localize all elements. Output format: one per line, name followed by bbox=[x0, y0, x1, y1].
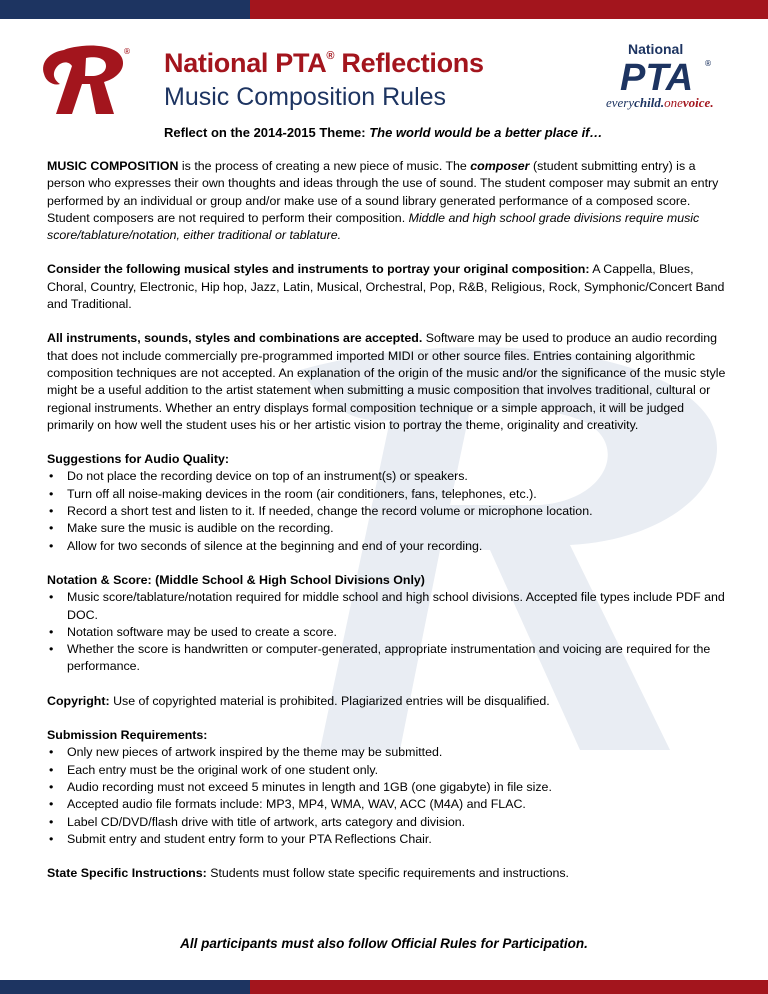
notation-list bbox=[47, 589, 727, 675]
top-navy-bar bbox=[0, 0, 250, 19]
list-item: • Audio recording must not exceed 5 minutes in length and 1GB (one gigabyte) in file size. bbox=[47, 779, 727, 796]
list-item: • Turn off all noise-making devices in the room (air conditioners, fans, telephones, etc.). bbox=[47, 486, 727, 503]
list-item: • Notation software may be used to create a score. bbox=[47, 624, 727, 641]
footer-note: All participants must also follow Official Rules for Participation. bbox=[180, 936, 588, 951]
styles-paragraph: Consider the following musical styles and instruments to portray your original composition: A Cappella, Blues, Choral, Country, Electronic, Hip hop, Jazz, Latin, Musical, Orchestral, Pop, R&B, Religious, Rock, Symphonic/Concert Band and Traditional. bbox=[47, 262, 725, 312]
pta-logo-tagline: everychild.onevoice. bbox=[606, 95, 714, 110]
list-item: • Whether the score is handwritten or computer-generated, appropriate instrumentation and voicing are required for the performance. bbox=[47, 641, 727, 676]
submission-list bbox=[47, 744, 727, 848]
list-item: • Do not place the recording device on top of an instrument(s) or speakers. bbox=[47, 468, 727, 485]
bottom-navy-bar bbox=[0, 980, 250, 994]
intro-paragraph: MUSIC COMPOSITION is the process of creating a new piece of music. The composer (student submitting entry) is a person who expresses their own thoughts and ideas through the use of sound. The student composer may submit an entry performed by an individual or group and/or make use of a sound library generated performance of a composed score. Student composers are not required to perform their composition. Middle and high school grade divisions require music score/tablature/notation, either traditional or tablature. bbox=[47, 159, 719, 243]
pta-logo-pta: PTA bbox=[620, 57, 694, 99]
list-item: • Each entry must be the original work of one student only. bbox=[47, 762, 727, 779]
list-item: • Accepted audio file formats include: MP3, MP4, WMA, WAV, ACC (M4A) and FLAC. bbox=[47, 796, 727, 813]
submission-section bbox=[47, 727, 727, 848]
submission-heading: Submission Requirements: bbox=[47, 728, 208, 743]
audio-list bbox=[47, 468, 727, 554]
list-item: • Submit entry and student entry form to your PTA Reflections Chair. bbox=[47, 831, 727, 848]
audio-heading: Suggestions for Audio Quality: bbox=[47, 452, 229, 467]
pta-logo-reg: ® bbox=[704, 59, 712, 68]
notation-section bbox=[47, 572, 727, 676]
audio-section bbox=[47, 451, 727, 555]
logo-registered-mark: ® bbox=[123, 47, 131, 56]
list-item: • Only new pieces of artwork inspired by the theme may be submitted. bbox=[47, 744, 727, 761]
list-item: • Make sure the music is audible on the recording. bbox=[47, 520, 727, 537]
pta-logo-national: National bbox=[628, 41, 684, 57]
list-item: • Music score/tablature/notation required for middle school and high school divisions. Accepted file types include PDF and DOC. bbox=[47, 589, 727, 624]
bottom-red-bar bbox=[250, 980, 768, 994]
notation-heading: Notation & Score: (Middle School & High School Divisions Only) bbox=[47, 572, 425, 587]
theme-line: Reflect on the 2014-2015 Theme: The world would be a better place if… bbox=[164, 125, 603, 140]
national-pta-logo bbox=[598, 40, 728, 112]
reflections-r-logo bbox=[30, 40, 140, 120]
copyright-paragraph: Copyright: Use of copyrighted material is prohibited. Plagiarized entries will be disqualified. bbox=[47, 693, 550, 708]
rules-body bbox=[47, 158, 727, 899]
page-subtitle: Music Composition Rules bbox=[164, 83, 447, 111]
state-paragraph: State Specific Instructions: Students must follow state specific requirements and instructions. bbox=[47, 866, 570, 881]
list-item: • Label CD/DVD/flash drive with title of artwork, arts category and division. bbox=[47, 814, 727, 831]
instruments-paragraph: All instruments, sounds, styles and combinations are accepted. Software may be used to produce an audio recording that does not include commercially pre-programmed imported MIDI or other source files. Entries containing algorithmic composition techniques are not accepted. An explanation of the origin of the music and/or the significance of the music style might be a useful addition to the artist statement when submitting a music composition that involves traditional, cultural or regional instruments. Whether an entry displays formal composition technique or a simple approach, it will be judged primarily on how well the student uses his or her artistic vision to portray the theme, originality and creativity. bbox=[47, 331, 726, 432]
list-item: • Allow for two seconds of silence at the beginning and end of your recording. bbox=[47, 538, 727, 555]
top-red-bar bbox=[250, 0, 768, 19]
list-item: • Record a short test and listen to it. If needed, change the record volume or microphone location. bbox=[47, 503, 727, 520]
page-title: National PTA® Reflections bbox=[164, 48, 484, 78]
